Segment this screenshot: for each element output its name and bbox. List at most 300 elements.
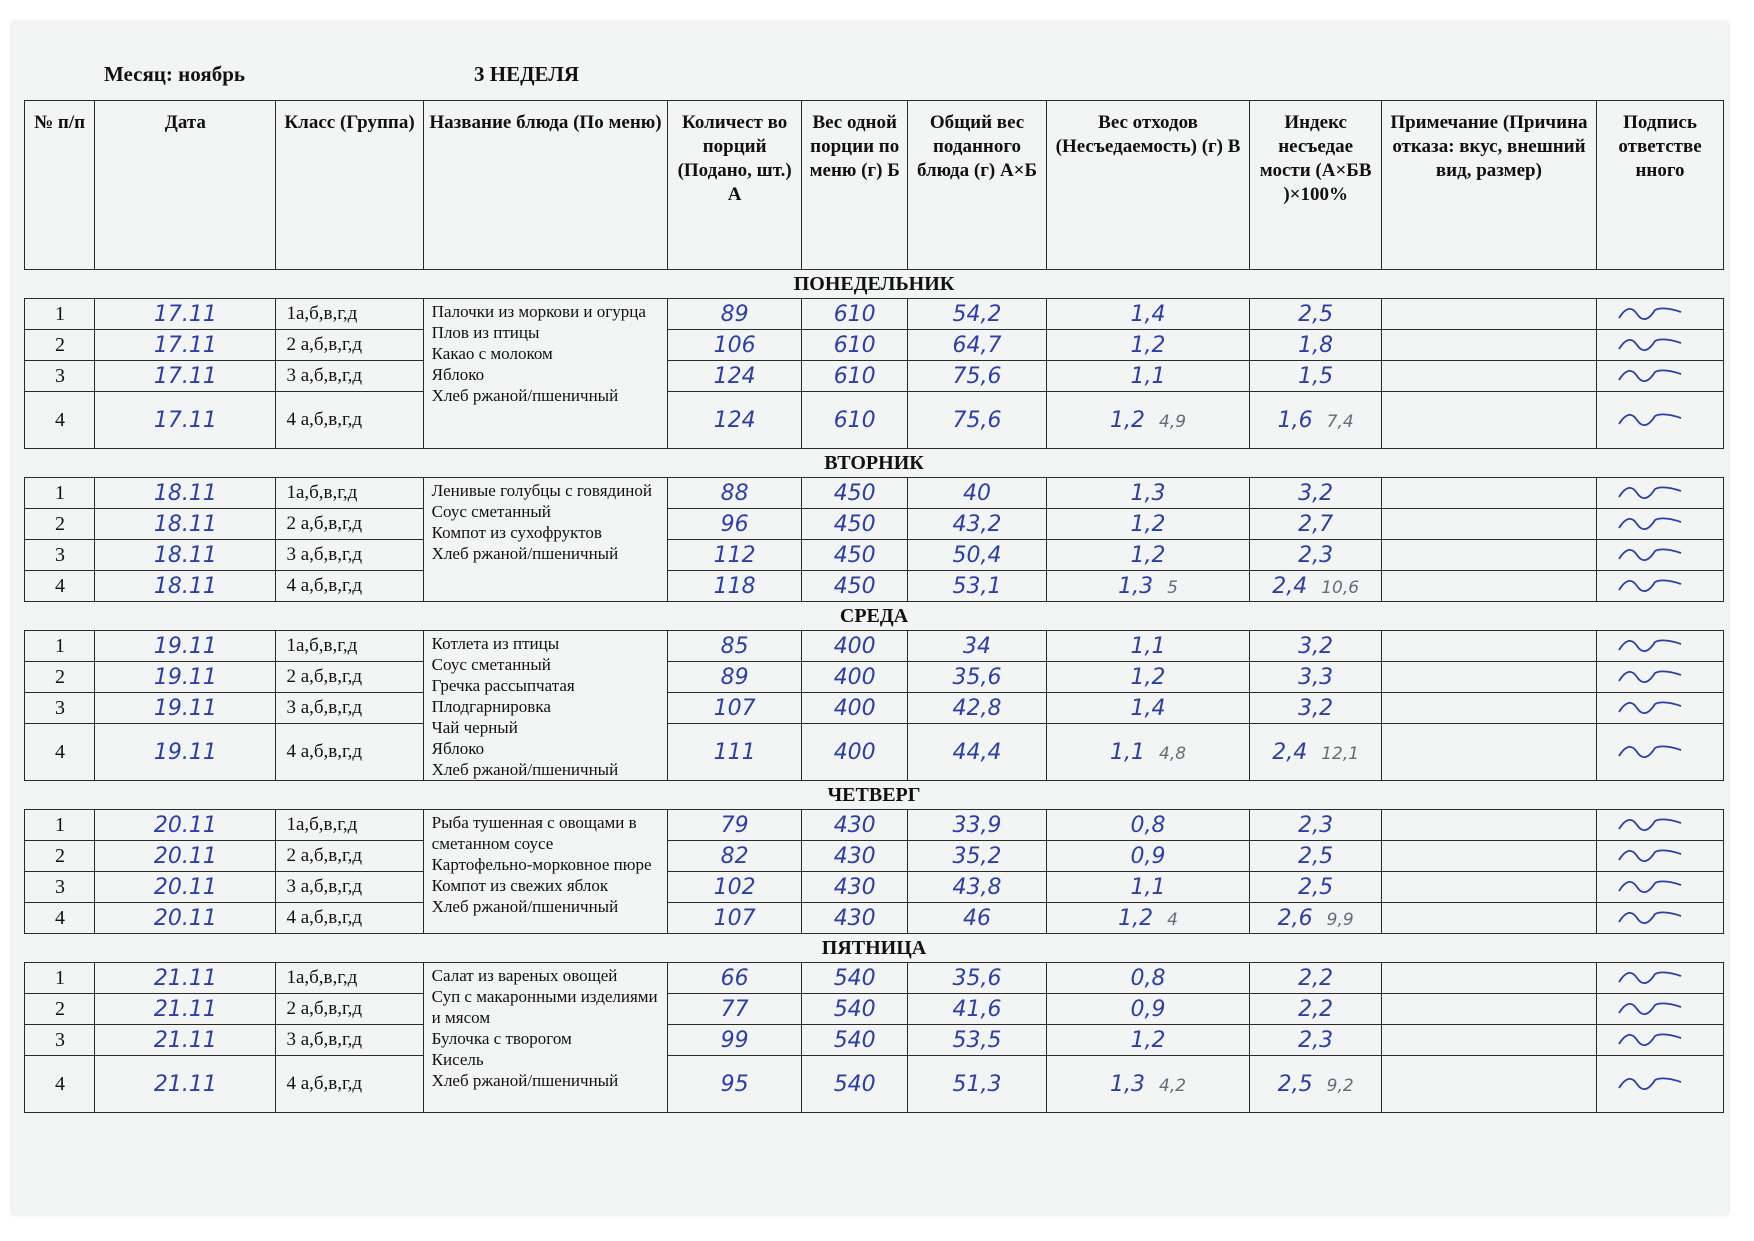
col-header-number: № п/п xyxy=(25,101,95,270)
waste-value: 1,1 xyxy=(1130,363,1166,389)
signature-mark xyxy=(1597,509,1724,540)
day-row xyxy=(25,781,1724,810)
portions-cell: 95 xyxy=(668,1056,802,1113)
portion-weight-cell: 610 xyxy=(801,330,907,361)
index-value: 1,8 xyxy=(1298,332,1334,358)
waste-cell xyxy=(1046,330,1250,361)
table-row xyxy=(25,571,1724,602)
index-cell xyxy=(1250,963,1381,994)
total-weight-cell: 43,8 xyxy=(908,872,1046,903)
index-value: 2,5 xyxy=(1298,301,1334,327)
signature-scribble xyxy=(1615,694,1685,716)
dish-list xyxy=(423,963,668,1113)
index-cell xyxy=(1250,392,1381,449)
table-row xyxy=(25,872,1724,903)
index-cell xyxy=(1250,724,1381,781)
signature-scribble xyxy=(1615,904,1685,926)
signature-mark xyxy=(1597,810,1724,841)
signature-mark xyxy=(1597,299,1724,330)
waste-value: 1,4 xyxy=(1130,301,1166,327)
dish-name: Соус сметанный xyxy=(431,655,551,674)
index-value: 1,5 xyxy=(1298,363,1334,389)
dish-name: Котлета из птицы xyxy=(431,634,560,653)
total-weight-cell: 35,6 xyxy=(908,963,1046,994)
date-cell: 19.11 xyxy=(95,631,276,662)
portion-weight-cell: 400 xyxy=(801,662,907,693)
index-cell xyxy=(1250,662,1381,693)
dish-name: Яблоко xyxy=(431,365,485,384)
portions-cell: 124 xyxy=(668,392,802,449)
date-cell: 18.11 xyxy=(95,478,276,509)
row-number: 3 xyxy=(25,872,95,903)
index-cell xyxy=(1250,1056,1381,1113)
index-value: 2,7 xyxy=(1298,511,1334,537)
waste-cell xyxy=(1046,693,1250,724)
portions-cell: 89 xyxy=(668,662,802,693)
portions-cell: 66 xyxy=(668,963,802,994)
index-value: 3,3 xyxy=(1298,664,1334,690)
waste-cell xyxy=(1046,994,1250,1025)
class-cell: 4 а,б,в,г,д xyxy=(276,724,423,781)
index-value: 2,4 xyxy=(1272,739,1308,765)
index-total: 12,1 xyxy=(1321,743,1360,764)
class-cell: 1а,б,в,г,д xyxy=(276,963,423,994)
total-weight-cell: 75,6 xyxy=(908,392,1046,449)
note-cell xyxy=(1381,631,1596,662)
signature-scribble xyxy=(1615,738,1685,760)
waste-value: 1,1 xyxy=(1130,874,1166,900)
index-cell xyxy=(1250,509,1381,540)
signature-scribble xyxy=(1615,995,1685,1017)
dish-name: Хлеб ржаной/пшеничный xyxy=(431,544,619,563)
table-row xyxy=(25,631,1724,662)
dish-name: Гречка рассыпчатая xyxy=(431,676,575,695)
note-cell xyxy=(1381,299,1596,330)
signature-mark xyxy=(1597,724,1724,781)
col-header-date: Дата xyxy=(95,101,276,270)
dish-name: Хлеб ржаной/пшеничный xyxy=(431,760,619,779)
signature-scribble xyxy=(1615,572,1685,594)
signature-mark xyxy=(1597,361,1724,392)
index-cell xyxy=(1250,330,1381,361)
waste-value: 1,3 xyxy=(1130,480,1166,506)
table-row xyxy=(25,509,1724,540)
day-name: ПЯТНИЦА xyxy=(25,934,1724,963)
portion-weight-cell: 450 xyxy=(801,478,907,509)
portion-weight-cell: 400 xyxy=(801,693,907,724)
portions-cell: 99 xyxy=(668,1025,802,1056)
note-cell xyxy=(1381,330,1596,361)
document-sheet xyxy=(12,22,1728,1214)
portion-weight-cell: 610 xyxy=(801,299,907,330)
dish-name: Чай черный xyxy=(431,718,518,737)
portion-weight-cell: 450 xyxy=(801,571,907,602)
portion-weight-cell: 450 xyxy=(801,540,907,571)
signature-mark xyxy=(1597,662,1724,693)
table-row xyxy=(25,994,1724,1025)
portion-weight-cell: 430 xyxy=(801,903,907,934)
portions-cell: 124 xyxy=(668,361,802,392)
waste-cell xyxy=(1046,963,1250,994)
waste-total: 4 xyxy=(1167,909,1178,930)
note-cell xyxy=(1381,662,1596,693)
signature-scribble xyxy=(1615,541,1685,563)
date-cell: 17.11 xyxy=(95,299,276,330)
week-label: 3 НЕДЕЛЯ xyxy=(474,62,580,86)
total-weight-cell: 43,2 xyxy=(908,509,1046,540)
dish-name: Хлеб ржаной/пшеничный xyxy=(431,386,619,405)
col-header-signature: Подпись ответстве нного xyxy=(1597,101,1724,270)
total-weight-cell: 46 xyxy=(908,903,1046,934)
total-weight-cell: 54,2 xyxy=(908,299,1046,330)
portions-cell: 79 xyxy=(668,810,802,841)
waste-value: 0,8 xyxy=(1130,812,1166,838)
portion-weight-cell: 540 xyxy=(801,1025,907,1056)
signature-scribble xyxy=(1615,510,1685,532)
portion-weight-cell: 450 xyxy=(801,509,907,540)
signature-scribble xyxy=(1615,1026,1685,1048)
table-row xyxy=(25,841,1724,872)
total-weight-cell: 41,6 xyxy=(908,994,1046,1025)
portions-cell: 107 xyxy=(668,693,802,724)
day-row xyxy=(25,270,1724,299)
waste-cell xyxy=(1046,1025,1250,1056)
row-number: 3 xyxy=(25,1025,95,1056)
row-number: 1 xyxy=(25,631,95,662)
note-cell xyxy=(1381,963,1596,994)
dish-name: Картофельно-морковное пюре xyxy=(431,855,652,874)
dish-list xyxy=(423,478,668,602)
waste-value: 1,4 xyxy=(1130,695,1166,721)
col-header-total-weight: Общий вес поданного блюда (г) А×Б xyxy=(908,101,1046,270)
class-cell: 3 а,б,в,г,д xyxy=(276,872,423,903)
table-row xyxy=(25,810,1724,841)
day-row xyxy=(25,449,1724,478)
waste-value: 1,3 xyxy=(1118,573,1154,599)
waste-cell xyxy=(1046,540,1250,571)
signature-mark xyxy=(1597,1056,1724,1113)
index-value: 2,2 xyxy=(1298,996,1334,1022)
date-cell: 21.11 xyxy=(95,963,276,994)
note-cell xyxy=(1381,361,1596,392)
class-cell: 1а,б,в,г,д xyxy=(276,299,423,330)
total-weight-cell: 64,7 xyxy=(908,330,1046,361)
row-number: 2 xyxy=(25,509,95,540)
signature-scribble xyxy=(1615,362,1685,384)
total-weight-cell: 53,5 xyxy=(908,1025,1046,1056)
col-header-dish: Название блюда (По меню) xyxy=(423,101,668,270)
waste-total: 4,8 xyxy=(1159,743,1187,764)
note-cell xyxy=(1381,994,1596,1025)
class-cell: 3 а,б,в,г,д xyxy=(276,361,423,392)
portions-cell: 85 xyxy=(668,631,802,662)
dish-name: Хлеб ржаной/пшеничный xyxy=(431,1071,619,1090)
row-number: 3 xyxy=(25,693,95,724)
index-cell xyxy=(1250,631,1381,662)
date-cell: 20.11 xyxy=(95,810,276,841)
row-number: 1 xyxy=(25,478,95,509)
waste-value: 0,8 xyxy=(1130,965,1166,991)
dish-name: Хлеб ржаной/пшеничный xyxy=(431,897,619,916)
row-number: 4 xyxy=(25,724,95,781)
waste-cell xyxy=(1046,509,1250,540)
dish-name: Компот из сухофруктов xyxy=(431,523,602,542)
portions-cell: 111 xyxy=(668,724,802,781)
note-cell xyxy=(1381,903,1596,934)
signature-mark xyxy=(1597,903,1724,934)
note-cell xyxy=(1381,841,1596,872)
day-name: СРЕДА xyxy=(25,602,1724,631)
signature-mark xyxy=(1597,963,1724,994)
row-number: 2 xyxy=(25,662,95,693)
waste-value: 1,2 xyxy=(1130,511,1166,537)
signature-mark xyxy=(1597,841,1724,872)
index-cell xyxy=(1250,693,1381,724)
index-cell xyxy=(1250,994,1381,1025)
waste-cell xyxy=(1046,1056,1250,1113)
waste-cell xyxy=(1046,631,1250,662)
portions-cell: 82 xyxy=(668,841,802,872)
dish-list xyxy=(423,299,668,449)
portions-cell: 77 xyxy=(668,994,802,1025)
index-cell xyxy=(1250,872,1381,903)
day-name: ВТОРНИК xyxy=(25,449,1724,478)
waste-value: 1,1 xyxy=(1110,739,1145,765)
date-cell: 20.11 xyxy=(95,841,276,872)
index-value: 3,2 xyxy=(1298,633,1334,659)
dish-name: Какао с молоком xyxy=(431,344,553,363)
portion-weight-cell: 400 xyxy=(801,724,907,781)
waste-value: 1,2 xyxy=(1130,542,1166,568)
row-number: 2 xyxy=(25,841,95,872)
index-cell xyxy=(1250,841,1381,872)
dish-list xyxy=(423,631,668,781)
total-weight-cell: 35,2 xyxy=(908,841,1046,872)
waste-table xyxy=(24,100,1724,1113)
portions-cell: 89 xyxy=(668,299,802,330)
portions-cell: 106 xyxy=(668,330,802,361)
waste-cell xyxy=(1046,361,1250,392)
waste-cell xyxy=(1046,872,1250,903)
signature-scribble xyxy=(1615,406,1685,428)
index-value: 3,2 xyxy=(1298,480,1334,506)
dish-name: Кисель xyxy=(431,1050,484,1069)
index-cell xyxy=(1250,361,1381,392)
class-cell: 1а,б,в,г,д xyxy=(276,631,423,662)
index-value: 2,5 xyxy=(1277,1071,1313,1097)
index-value: 2,5 xyxy=(1298,843,1334,869)
index-total: 9,9 xyxy=(1326,909,1354,930)
note-cell xyxy=(1381,724,1596,781)
waste-value: 1,2 xyxy=(1130,664,1166,690)
dish-name: Палочки из моркови и огурца xyxy=(431,302,646,321)
portion-weight-cell: 540 xyxy=(801,994,907,1025)
waste-total: 4,9 xyxy=(1159,411,1187,432)
total-weight-cell: 34 xyxy=(908,631,1046,662)
col-header-index: Индекс несъедае мости (А×БВ )×100% xyxy=(1250,101,1381,270)
table-row xyxy=(25,903,1724,934)
class-cell: 4 а,б,в,г,д xyxy=(276,903,423,934)
portions-cell: 107 xyxy=(668,903,802,934)
signature-scribble xyxy=(1615,300,1685,322)
portion-weight-cell: 540 xyxy=(801,963,907,994)
col-header-portions: Количест во порций (Подано, шт.) А xyxy=(668,101,802,270)
total-weight-cell: 53,1 xyxy=(908,571,1046,602)
signature-scribble xyxy=(1615,632,1685,654)
dish-name: Соус сметанный xyxy=(431,502,551,521)
waste-cell xyxy=(1046,392,1250,449)
portions-cell: 88 xyxy=(668,478,802,509)
portions-cell: 112 xyxy=(668,540,802,571)
header-row xyxy=(25,101,1724,270)
class-cell: 4 а,б,в,г,д xyxy=(276,1056,423,1113)
date-cell: 19.11 xyxy=(95,662,276,693)
row-number: 4 xyxy=(25,1056,95,1113)
portion-weight-cell: 400 xyxy=(801,631,907,662)
total-weight-cell: 75,6 xyxy=(908,361,1046,392)
signature-scribble xyxy=(1615,873,1685,895)
row-number: 4 xyxy=(25,903,95,934)
row-number: 2 xyxy=(25,994,95,1025)
dish-name: Ленивые голубцы с говядиной xyxy=(431,481,652,500)
index-value: 1,6 xyxy=(1277,407,1313,433)
table-row xyxy=(25,693,1724,724)
waste-value: 1,1 xyxy=(1130,633,1166,659)
signature-mark xyxy=(1597,540,1724,571)
index-value: 2,3 xyxy=(1298,542,1334,568)
row-number: 3 xyxy=(25,361,95,392)
waste-cell xyxy=(1046,571,1250,602)
index-value: 2,2 xyxy=(1298,965,1334,991)
index-cell xyxy=(1250,903,1381,934)
portion-weight-cell: 610 xyxy=(801,361,907,392)
index-cell xyxy=(1250,299,1381,330)
date-cell: 18.11 xyxy=(95,540,276,571)
index-value: 2,4 xyxy=(1272,573,1308,599)
portion-weight-cell: 430 xyxy=(801,810,907,841)
table-row xyxy=(25,330,1724,361)
index-value: 2,5 xyxy=(1298,874,1334,900)
signature-scribble xyxy=(1615,811,1685,833)
col-header-note: Примечание (Причина отказа: вкус, внешний вид, размер) xyxy=(1381,101,1596,270)
index-cell xyxy=(1250,478,1381,509)
date-cell: 21.11 xyxy=(95,994,276,1025)
waste-value: 1,2 xyxy=(1130,332,1166,358)
day-name: ПОНЕДЕЛЬНИК xyxy=(25,270,1724,299)
signature-mark xyxy=(1597,693,1724,724)
waste-cell xyxy=(1046,299,1250,330)
note-cell xyxy=(1381,478,1596,509)
table-row xyxy=(25,361,1724,392)
table-row xyxy=(25,662,1724,693)
class-cell: 2 а,б,в,г,д xyxy=(276,330,423,361)
note-cell xyxy=(1381,1025,1596,1056)
waste-value: 1,2 xyxy=(1110,407,1145,433)
day-name: ЧЕТВЕРГ xyxy=(25,781,1724,810)
dish-name: Компот из свежих яблок xyxy=(431,876,609,895)
row-number: 1 xyxy=(25,299,95,330)
note-cell xyxy=(1381,571,1596,602)
waste-cell xyxy=(1046,903,1250,934)
day-row xyxy=(25,934,1724,963)
waste-cell xyxy=(1046,662,1250,693)
table-row xyxy=(25,724,1724,781)
index-cell xyxy=(1250,540,1381,571)
waste-total: 5 xyxy=(1167,577,1178,598)
class-cell: 2 а,б,в,г,д xyxy=(276,994,423,1025)
total-weight-cell: 40 xyxy=(908,478,1046,509)
index-cell xyxy=(1250,1025,1381,1056)
waste-cell xyxy=(1046,724,1250,781)
total-weight-cell: 50,4 xyxy=(908,540,1046,571)
index-total: 7,4 xyxy=(1326,411,1354,432)
dish-name: Салат из вареных овощей xyxy=(431,966,618,985)
total-weight-cell: 35,6 xyxy=(908,662,1046,693)
portion-weight-cell: 610 xyxy=(801,392,907,449)
table-row xyxy=(25,392,1724,449)
signature-mark xyxy=(1597,571,1724,602)
waste-cell xyxy=(1046,841,1250,872)
date-cell: 21.11 xyxy=(95,1056,276,1113)
row-number: 1 xyxy=(25,963,95,994)
row-number: 4 xyxy=(25,571,95,602)
date-cell: 17.11 xyxy=(95,361,276,392)
table-body xyxy=(25,270,1724,1113)
dish-name: Булочка с творогом xyxy=(431,1029,572,1048)
signature-mark xyxy=(1597,1025,1724,1056)
row-number: 4 xyxy=(25,392,95,449)
dish-name: Плодгарнировка xyxy=(431,697,551,716)
date-cell: 17.11 xyxy=(95,392,276,449)
day-row xyxy=(25,602,1724,631)
class-cell: 4 а,б,в,г,д xyxy=(276,392,423,449)
index-value: 3,2 xyxy=(1298,695,1334,721)
table-row xyxy=(25,1056,1724,1113)
col-header-waste: Вес отходов (Несъедаемость) (г) В xyxy=(1046,101,1250,270)
class-cell: 4 а,б,в,г,д xyxy=(276,571,423,602)
note-cell xyxy=(1381,509,1596,540)
row-number: 1 xyxy=(25,810,95,841)
index-cell xyxy=(1250,810,1381,841)
dish-list xyxy=(423,810,668,934)
index-total: 10,6 xyxy=(1321,577,1360,598)
date-cell: 17.11 xyxy=(95,330,276,361)
date-cell: 20.11 xyxy=(95,872,276,903)
waste-value: 1,2 xyxy=(1130,1027,1166,1053)
row-number: 3 xyxy=(25,540,95,571)
portion-weight-cell: 430 xyxy=(801,872,907,903)
signature-scribble xyxy=(1615,663,1685,685)
waste-cell xyxy=(1046,810,1250,841)
index-value: 2,3 xyxy=(1298,812,1334,838)
class-cell: 2 а,б,в,г,д xyxy=(276,662,423,693)
dish-name: Плов из птицы xyxy=(431,323,540,342)
row-number: 2 xyxy=(25,330,95,361)
portions-cell: 96 xyxy=(668,509,802,540)
portion-weight-cell: 430 xyxy=(801,841,907,872)
signature-scribble xyxy=(1615,964,1685,986)
index-cell xyxy=(1250,571,1381,602)
total-weight-cell: 33,9 xyxy=(908,810,1046,841)
portions-cell: 102 xyxy=(668,872,802,903)
table-row xyxy=(25,540,1724,571)
class-cell: 2 а,б,в,г,д xyxy=(276,841,423,872)
index-total: 9,2 xyxy=(1326,1075,1354,1096)
signature-scribble xyxy=(1615,479,1685,501)
note-cell xyxy=(1381,1056,1596,1113)
dish-name: Суп с макаронными изделиями и мясом xyxy=(431,987,658,1027)
class-cell: 1а,б,в,г,д xyxy=(276,810,423,841)
